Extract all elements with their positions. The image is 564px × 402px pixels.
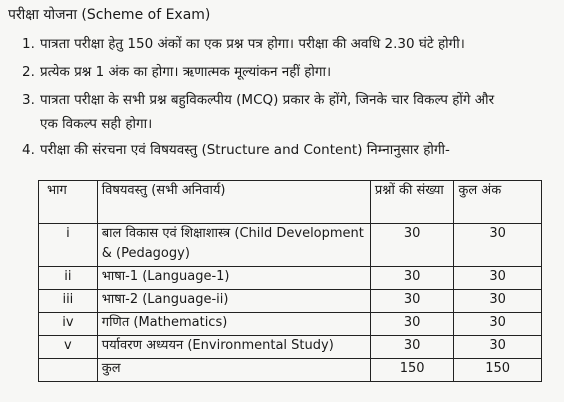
exam-structure-table <box>38 180 542 382</box>
cell-part: iii <box>39 290 98 313</box>
cell-marks: 30 <box>454 267 542 290</box>
cell-subject: गणित (Mathematics) <box>97 313 370 336</box>
cell-marks: 30 <box>454 290 542 313</box>
total-marks: 150 <box>454 359 542 382</box>
cell-questions: 30 <box>370 267 453 290</box>
point-number: 2. <box>22 64 35 80</box>
cell-questions: 30 <box>370 313 453 336</box>
header-part: भाग <box>39 181 98 224</box>
point-number: 1. <box>22 36 35 52</box>
point-3-continuation: एक विकल्प सही होगा। <box>40 116 153 132</box>
table-row <box>39 313 542 336</box>
cell-part: ii <box>39 267 98 290</box>
table-row <box>39 290 542 313</box>
header-marks: कुल अंक <box>454 181 542 224</box>
total-label: कुल <box>97 359 370 382</box>
cell-marks: 30 <box>454 336 542 359</box>
cell-questions: 30 <box>370 336 453 359</box>
cell-part: iv <box>39 313 98 336</box>
point-4 <box>22 140 450 160</box>
total-questions: 150 <box>370 359 453 382</box>
point-number: 4. <box>22 142 35 158</box>
table-row <box>39 336 542 359</box>
point-2 <box>22 62 331 82</box>
cell-part: i <box>39 224 98 267</box>
table-row <box>39 267 542 290</box>
table-header-row <box>39 181 542 224</box>
cell-subject: भाषा-2 (Language-ii) <box>97 290 370 313</box>
point-text: पात्रता परीक्षा हेतु 150 अंकों का एक प्रश्न पत्र होगा। परीक्षा की अवधि 2.30 घंटे होगी। <box>40 36 465 52</box>
point-1 <box>22 34 465 54</box>
cell-part-empty <box>39 359 98 382</box>
point-number: 3. <box>22 92 35 108</box>
cell-subject: बाल विकास एवं शिक्षाशास्त्र (Child Development & (Pedagogy) <box>97 224 370 267</box>
cell-subject: पर्यावरण अध्ययन (Environmental Study) <box>97 336 370 359</box>
cell-questions: 30 <box>370 290 453 313</box>
page-heading: परीक्षा योजना (Scheme of Exam) <box>8 7 211 23</box>
point-text: प्रत्येक प्रश्न 1 अंक का होगा। ऋणात्मक मूल्यांकन नहीं होगा। <box>40 64 332 80</box>
cell-questions: 30 <box>370 224 453 267</box>
cell-marks: 30 <box>454 224 542 267</box>
header-questions: प्रश्नों की संख्या <box>370 181 453 224</box>
cell-subject: भाषा-1 (Language-1) <box>97 267 370 290</box>
header-subject: विषयवस्तु (सभी अनिवार्य) <box>97 181 370 224</box>
point-text: परीक्षा की संरचना एवं विषयवस्तु (Structure and Content) निम्नानुसार होगी- <box>40 142 450 158</box>
point-text: पात्रता परीक्षा के सभी प्रश्न बहुविकल्पीय (MCQ) प्रकार के होंगे, जिनके चार विकल्प होंगे और <box>40 92 495 108</box>
point-3 <box>22 90 494 110</box>
cell-marks: 30 <box>454 313 542 336</box>
table-total-row <box>39 359 542 382</box>
table-row <box>39 224 542 267</box>
cell-part: v <box>39 336 98 359</box>
